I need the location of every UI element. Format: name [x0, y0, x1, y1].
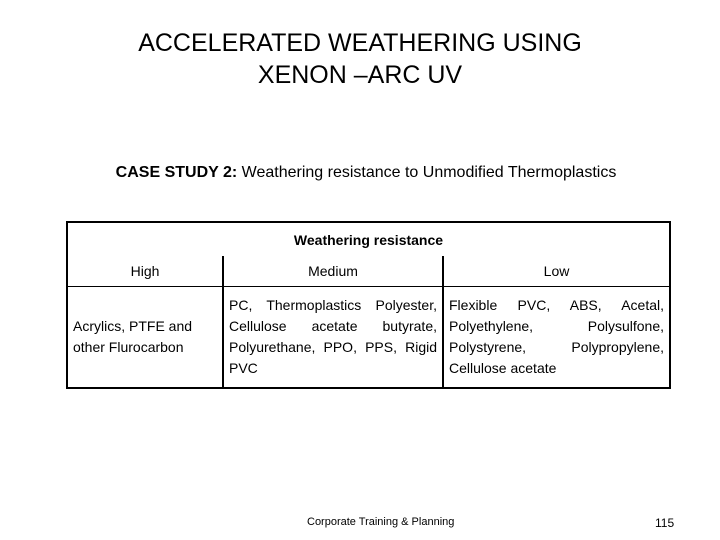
- cell-high: Acrylics, PTFE and other Flurocarbon: [67, 287, 223, 389]
- column-medium: Medium: [223, 256, 443, 287]
- cell-low: Flexible PVC, ABS, Acetal, Polyethylene, Polysulfone, Polystyrene, Polypropylene, Cellulose acetate: [443, 287, 670, 389]
- cell-medium: PC, Thermoplastics Polyester, Cellulose acetate butyrate, Polyurethane, PPO, PPS, Rigid PVC: [223, 287, 443, 389]
- case-study-subtitle: [0, 164, 720, 182]
- subtitle-text: Weathering resistance to Unmodified Thermoplastics: [237, 164, 617, 181]
- table-header: Weathering resistance: [67, 222, 670, 256]
- slide-title: [0, 27, 720, 91]
- subtitle-bold: CASE STUDY 2:: [115, 164, 238, 181]
- weathering-table: [66, 221, 671, 389]
- column-high: High: [67, 256, 223, 287]
- title-line-2: XENON –ARC UV: [257, 61, 463, 89]
- title-line-1: ACCELERATED WEATHERING USING: [138, 29, 582, 57]
- footer-text: Corporate Training & Planning: [307, 516, 455, 528]
- page-number: 115: [655, 516, 675, 530]
- column-low: Low: [443, 256, 670, 287]
